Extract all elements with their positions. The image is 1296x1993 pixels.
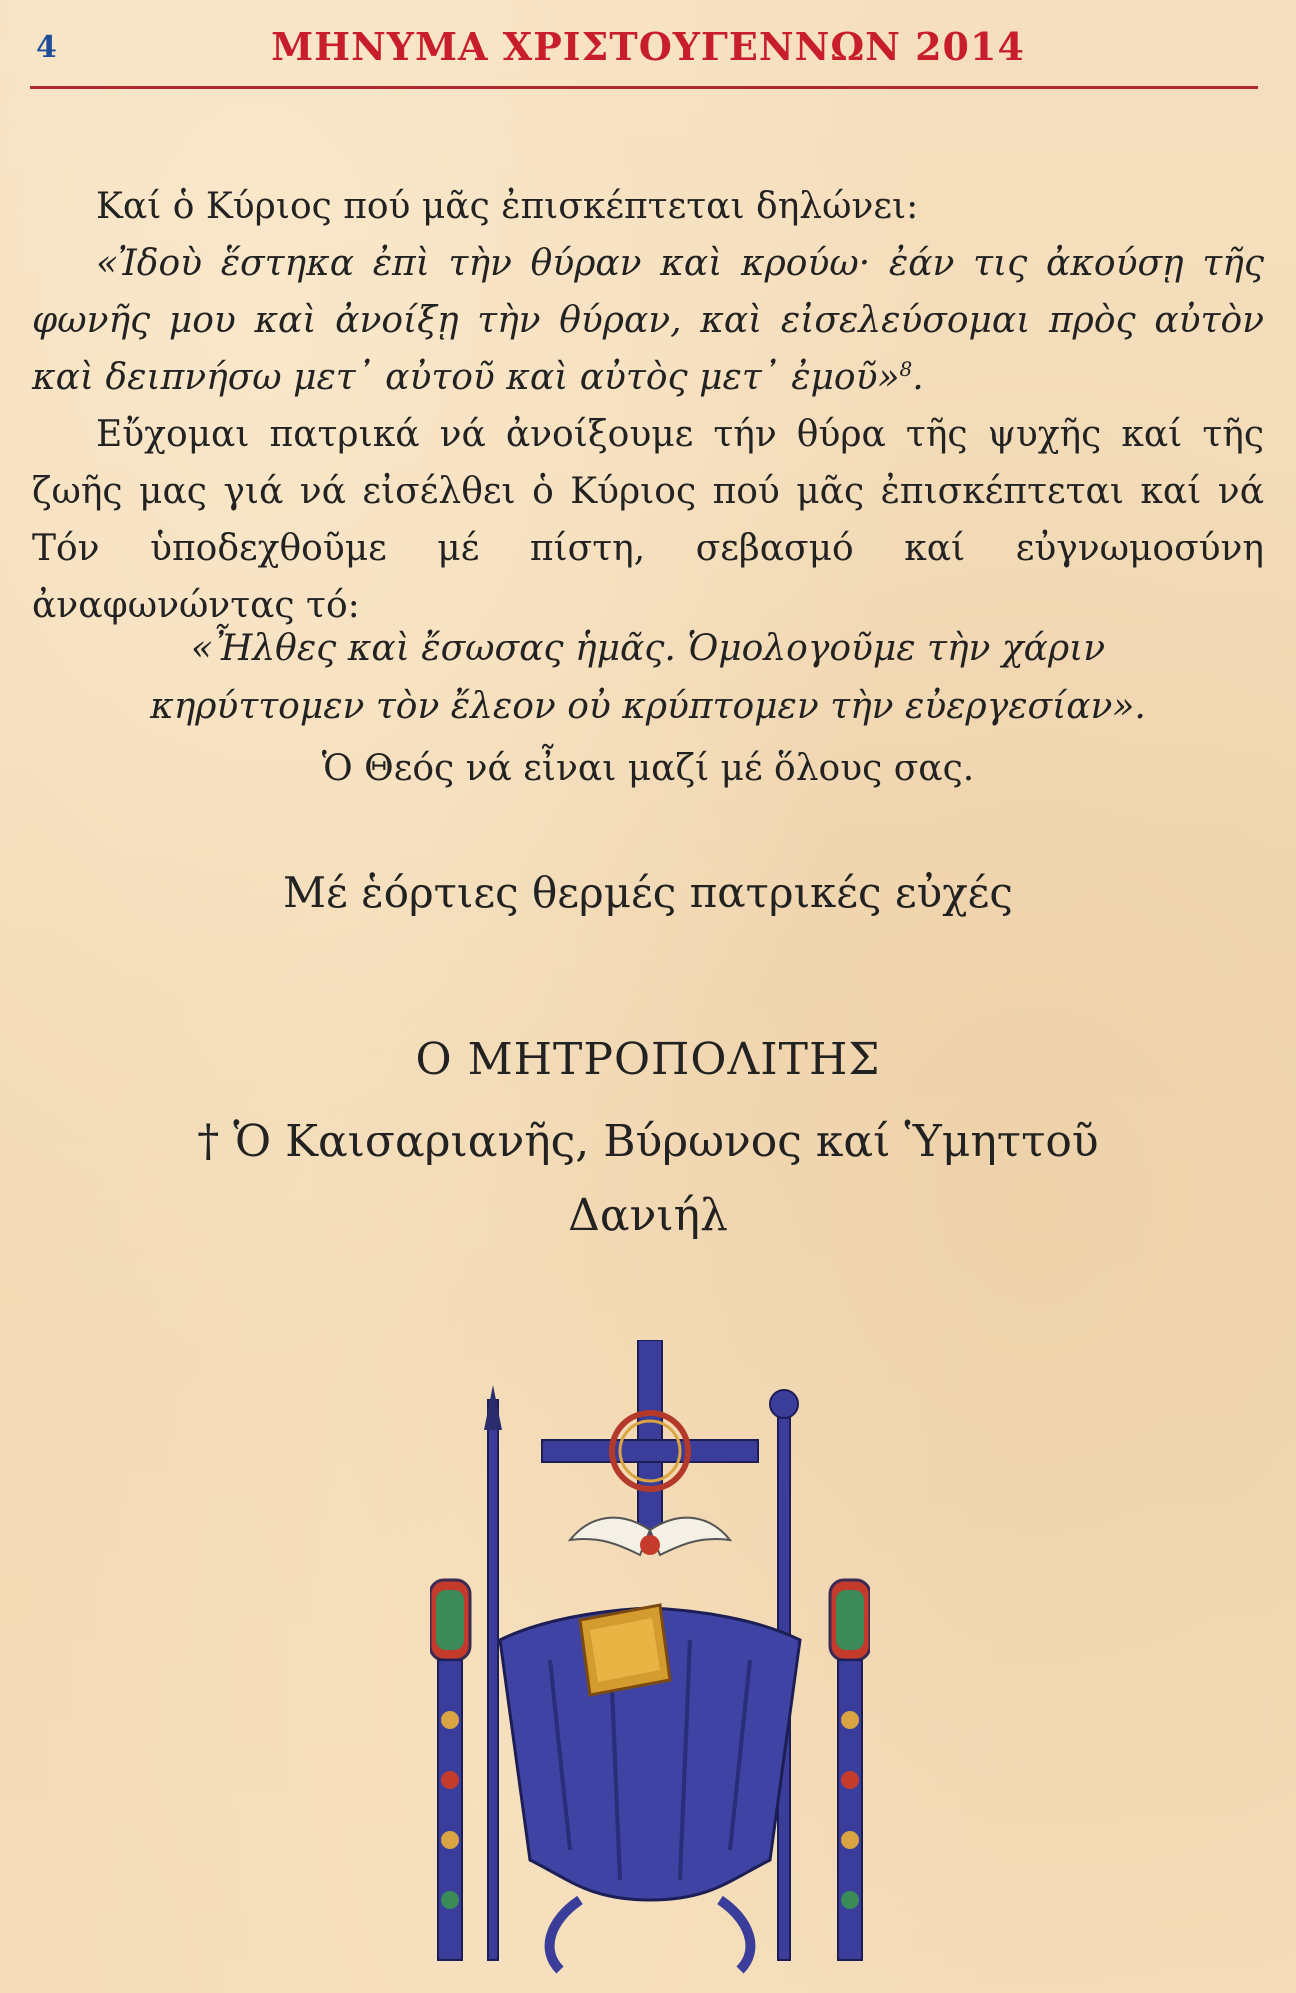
hymn-line-2: κηρύττομεν τὸν ἔλεον οὐ κρύπτομεν τὴν εὐεργεσίαν». <box>150 686 1146 727</box>
page-number: 4 <box>36 30 57 65</box>
signature-name: Δανιήλ <box>568 1190 728 1241</box>
paragraph-intro: Καί ὁ Κύριος πού μᾶς ἐπισκέπτεται δηλώνει: <box>96 186 919 227</box>
signature-see: † Ὁ Καισαριανῆς, Βύρωνος καί Ὑμηττοῦ <box>197 1116 1099 1167</box>
cross-icon <box>542 1340 758 1540</box>
spear-icon <box>484 1385 502 1960</box>
closing-greeting: Μέ ἑόρτιες θερμές πατρικές εὐχές <box>283 868 1013 917</box>
gospel-book-icon <box>580 1605 670 1695</box>
footnote-marker: 8 <box>899 357 913 381</box>
episcopal-emblem-icon <box>430 1340 870 1980</box>
body-text <box>32 178 1264 634</box>
header-rule <box>30 86 1258 89</box>
page-header-title: ΜΗΝΥΜΑ ΧΡΙΣΤΟΥΓΕΝΝΩΝ 2014 <box>271 24 1025 69</box>
blessing-line: Ὁ Θεός νά εἶναι μαζί μέ ὅλους σας. <box>321 748 975 789</box>
hymn-line-1: «Ἦλθες καὶ ἔσωσας ἡμᾶς. Ὁμολογοῦμε τὴν χάριν <box>190 628 1106 669</box>
left-ornament-column-icon <box>430 1580 470 1960</box>
hymn-quote <box>0 620 1296 736</box>
scripture-quote-text: «Ἰδοὺ ἕστηκα ἐπὶ τὴν θύραν καὶ κρούω· ἐάν τις ἀκούσῃ τῆς φωνῆς μου καὶ ἀνοίξῃ τὴν θύραν, καὶ εἰσελεύσομαι πρὸς αὐτὸν καὶ δειπνήσω μετ᾽ αὐτοῦ καὶ αὐτὸς μετ᾽ ἐμοῦ» <box>32 243 1264 398</box>
scripture-quote-end: . <box>912 357 924 398</box>
paragraph-scripture-quote <box>32 235 1264 406</box>
right-ornament-column-icon <box>830 1580 870 1960</box>
paragraph-wish: Εὔχομαι πατρικά νά ἀνοίξουμε τήν θύρα τῆς ψυχῆς καί τῆς ζωῆς μας γιά νά εἰσέλθει ὁ Κύριος πού μᾶς ἐπισκέπτεται καί νά Τόν ὑποδεχθοῦμε μέ πίστη, σεβασμό καί εὐγνωμοσύνη ἀναφωνώντας τό: <box>32 414 1264 626</box>
signature-title: Ο ΜΗΤΡΟΠΟΛΙΤΗΣ <box>415 1034 881 1085</box>
